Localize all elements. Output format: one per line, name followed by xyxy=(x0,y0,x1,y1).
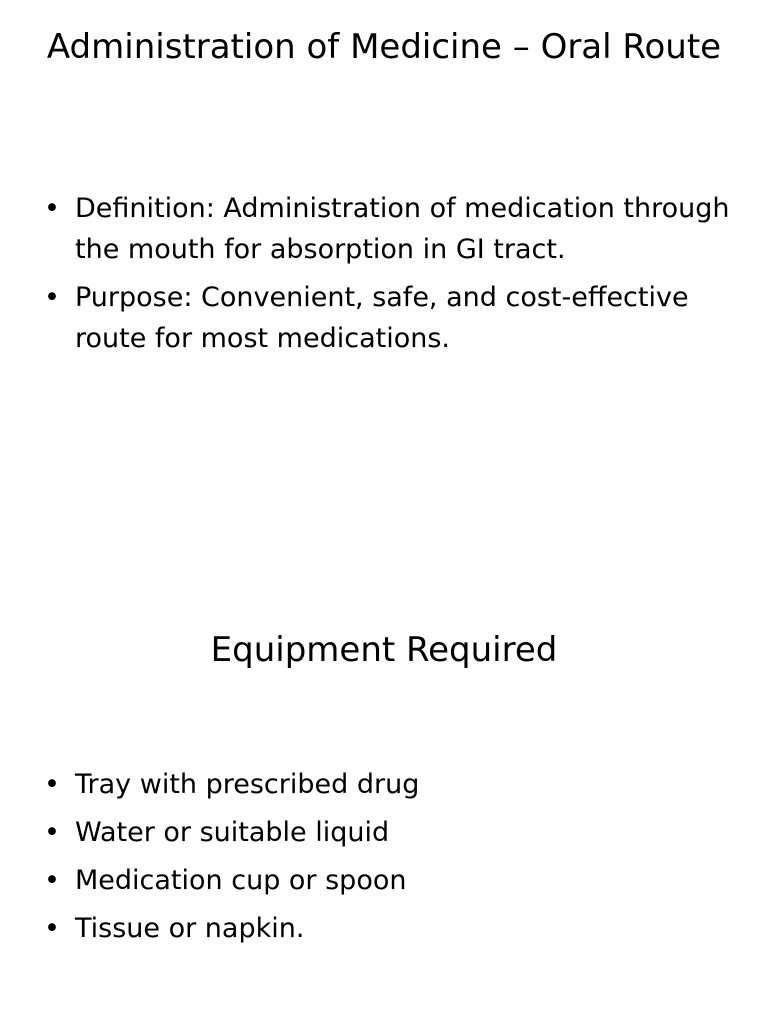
bullet-icon: • xyxy=(44,282,60,313)
bullet-text: Medication cup or spoon xyxy=(75,865,407,896)
list-item xyxy=(44,277,734,359)
bullet-icon: • xyxy=(44,193,60,224)
bullet-list xyxy=(44,764,734,956)
slide-title: Equipment Required xyxy=(210,630,558,670)
bullet-icon: • xyxy=(44,865,60,896)
bullet-icon: • xyxy=(44,769,60,800)
list-item xyxy=(44,860,734,901)
bullet-text: Tissue or napkin. xyxy=(75,913,305,944)
bullet-text: Tray with prescribed drug xyxy=(75,769,420,800)
bullet-text: Definition: Administration of medication through the mouth for absorption in GI tract. xyxy=(75,193,730,265)
slide-title: Administration of Medicine – Oral Route xyxy=(46,27,722,67)
bullet-list xyxy=(44,188,734,366)
bullet-text: Water or suitable liquid xyxy=(75,817,390,848)
list-item xyxy=(44,188,734,270)
bullet-text: Purpose: Convenient, safe, and cost-effective route for most medications. xyxy=(75,282,689,354)
list-item xyxy=(44,812,734,853)
slide-equipment xyxy=(0,512,768,1024)
bullet-icon: • xyxy=(44,913,60,944)
list-item xyxy=(44,764,734,805)
bullet-icon: • xyxy=(44,817,60,848)
list-item xyxy=(44,908,734,949)
